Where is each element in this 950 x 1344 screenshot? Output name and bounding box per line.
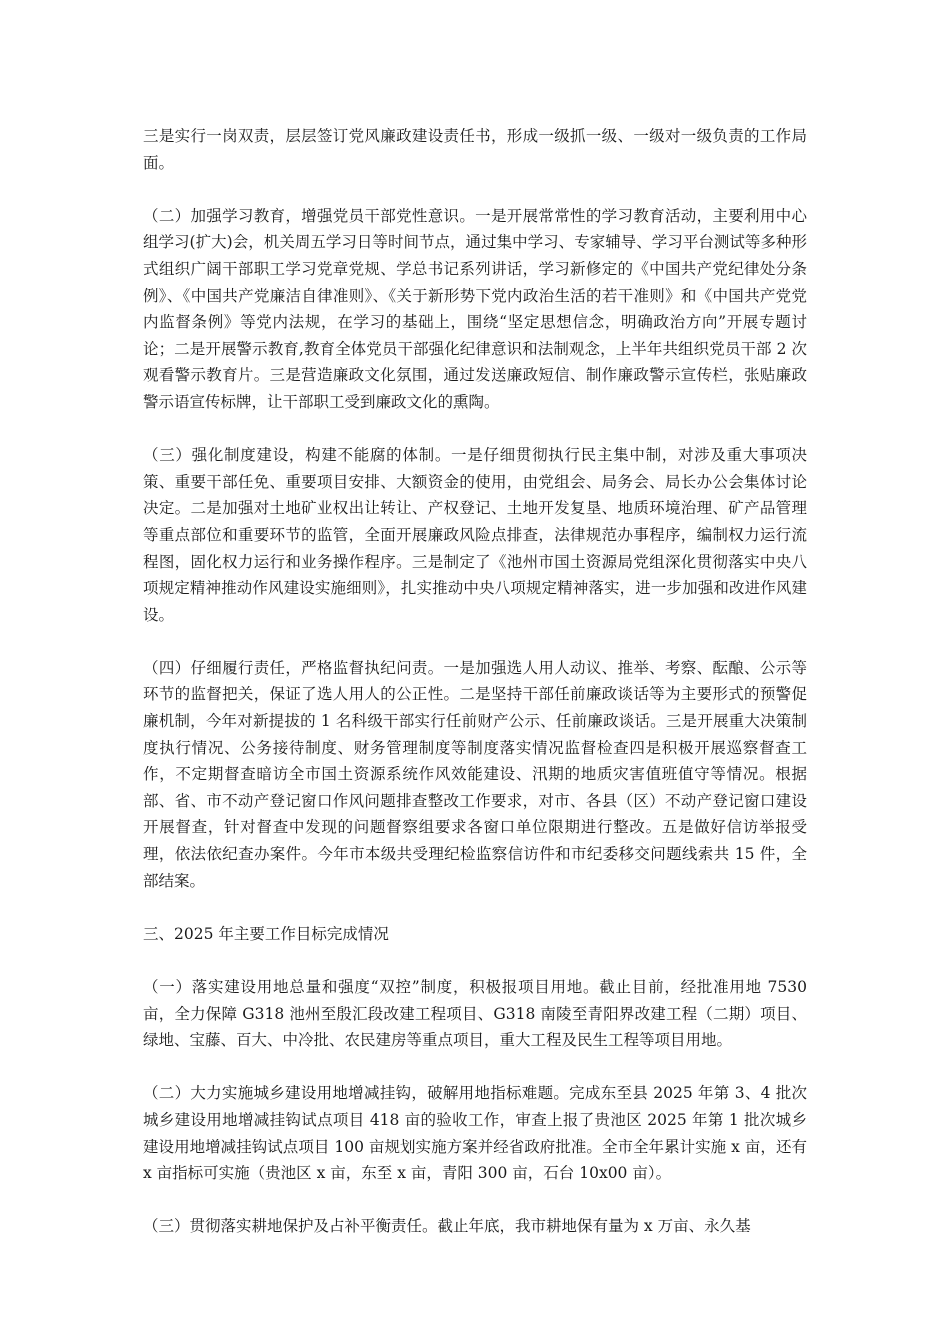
- paragraph-farmland-protection: （三）贯彻落实耕地保护及占补平衡责任。截止年底，我市耕地保有量为 x 万亩、永久基: [143, 1217, 751, 1236]
- section-heading-2025-goals: 三、2025 年主要工作目标完成情况: [143, 924, 389, 943]
- document-body: [143, 123, 807, 1267]
- paragraph-land-linkage: （二）大力实施城乡建设用地增减挂钩，破解用地指标难题。完成东至县 2025 年第 3、4 批次城乡建设用地增减挂钩试点项目 418 亩的验收工作，审查上报了贵池区 2025 年第 1 批次城乡建设用地增减挂钩试点项目 100 亩规划实施方案并经省政府批准。全市全年累计实施 x 亩，还有 x 亩指标可实施（贵池区 x 亩，东至 x 亩，青阳 300 亩，石台 10x00 亩）。: [143, 1084, 807, 1183]
- paragraph-land-use: （一）落实建设用地总量和强度“双控”制度，积极报项目用地。截止目前，经批准用地 7530 亩，全力保障 G318 池州至殷汇段改建工程项目、G318 南陵至青阳界改建工程（二期）项目、绿地、宝藤、百大、中冷批、农民建房等重点项目，重大工程及民生工程等项目用地。: [143, 978, 807, 1050]
- paragraph-institution-building: （三）强化制度建设，构建不能腐的体制。一是仔细贯彻执行民主集中制，对涉及重大事项决策、重要干部任免、重要项目安排、大额资金的使用，由党组会、局务会、局长办公会集体讨论决定。二是加强对土地矿业权出让转让、产权登记、土地开发复垦、地质环境治理、矿产品管理等重点部位和重要环节的监管，全面开展廉政风险点排查，法律规范办事程序，编制权力运行流程图，固化权力运行和业务操作程序。三是制定了《池州市国土资源局党组深化贯彻落实中央八项规定精神推动作风建设实施细则》，扎实推动中央八项规定精神落实，进一步加强和改进作风建设。: [143, 446, 807, 624]
- paragraph-study-education: （二）加强学习教育，增强党员干部党性意识。一是开展常常性的学习教育活动，主要利用中心组学习(扩大)会，机关周五学习日等时间节点，通过集中学习、专家辅导、学习平台测试等多种形式组织广阔干部职工学习党章党规、学总书记系列讲话，学习新修定的《中国共产党纪律处分条例》、《中国共产党廉洁自律准则》、《关于新形势下党内政治生活的若干准则》和《中国共产党党内监督条例》等党内法规，在学习的基础上，围绕“坚定思想信念，明确政治方向”开展专题讨论；二是开展警示教育,教育全体党员干部强化纪律意识和法制观念，上半年共组织党员干部 2 次观看警示教育片。三是营造廉政文化氛围，通过发送廉政短信、制作廉政警示宣传栏，张贴廉政警示语宣传标牌，让干部职工受到廉政文化的熏陶。: [143, 206, 807, 411]
- paragraph-supervision: （四）仔细履行责任，严格监督执纪问责。一是加强选人用人动议、推举、考察、酝酿、公示等环节的监督把关，保证了选人用人的公正性。二是坚持干部任前廉政谈话等为主要形式的预警促廉机制，今年对新提拔的 1 名科级干部实行任前财产公示、任前廉政谈话。三是开展重大决策制度执行情况、公务接待制度、财务管理制度等制度落实情况监督检查四是积极开展巡察督查工作，不定期督查暗访全市国土资源系统作风效能建设、汛期的地质灾害值班值守等情况。根据部、省、市不动产登记窗口作风问题排查整改工作要求，对市、各县（区）不动产登记窗口建设开展督查，针对督查中发现的问题督察组要求各窗口单位限期进行整改。五是做好信访举报受理，依法依纪查办案件。今年市本级共受理纪检监察信访件和市纪委移交问题线索共 15 件，全部结案。: [143, 658, 807, 890]
- paragraph-responsibility: 三是实行一岗双责，层层签订党风廉政建设责任书，形成一级抓一级、一级对一级负责的工作局面。: [143, 127, 807, 172]
